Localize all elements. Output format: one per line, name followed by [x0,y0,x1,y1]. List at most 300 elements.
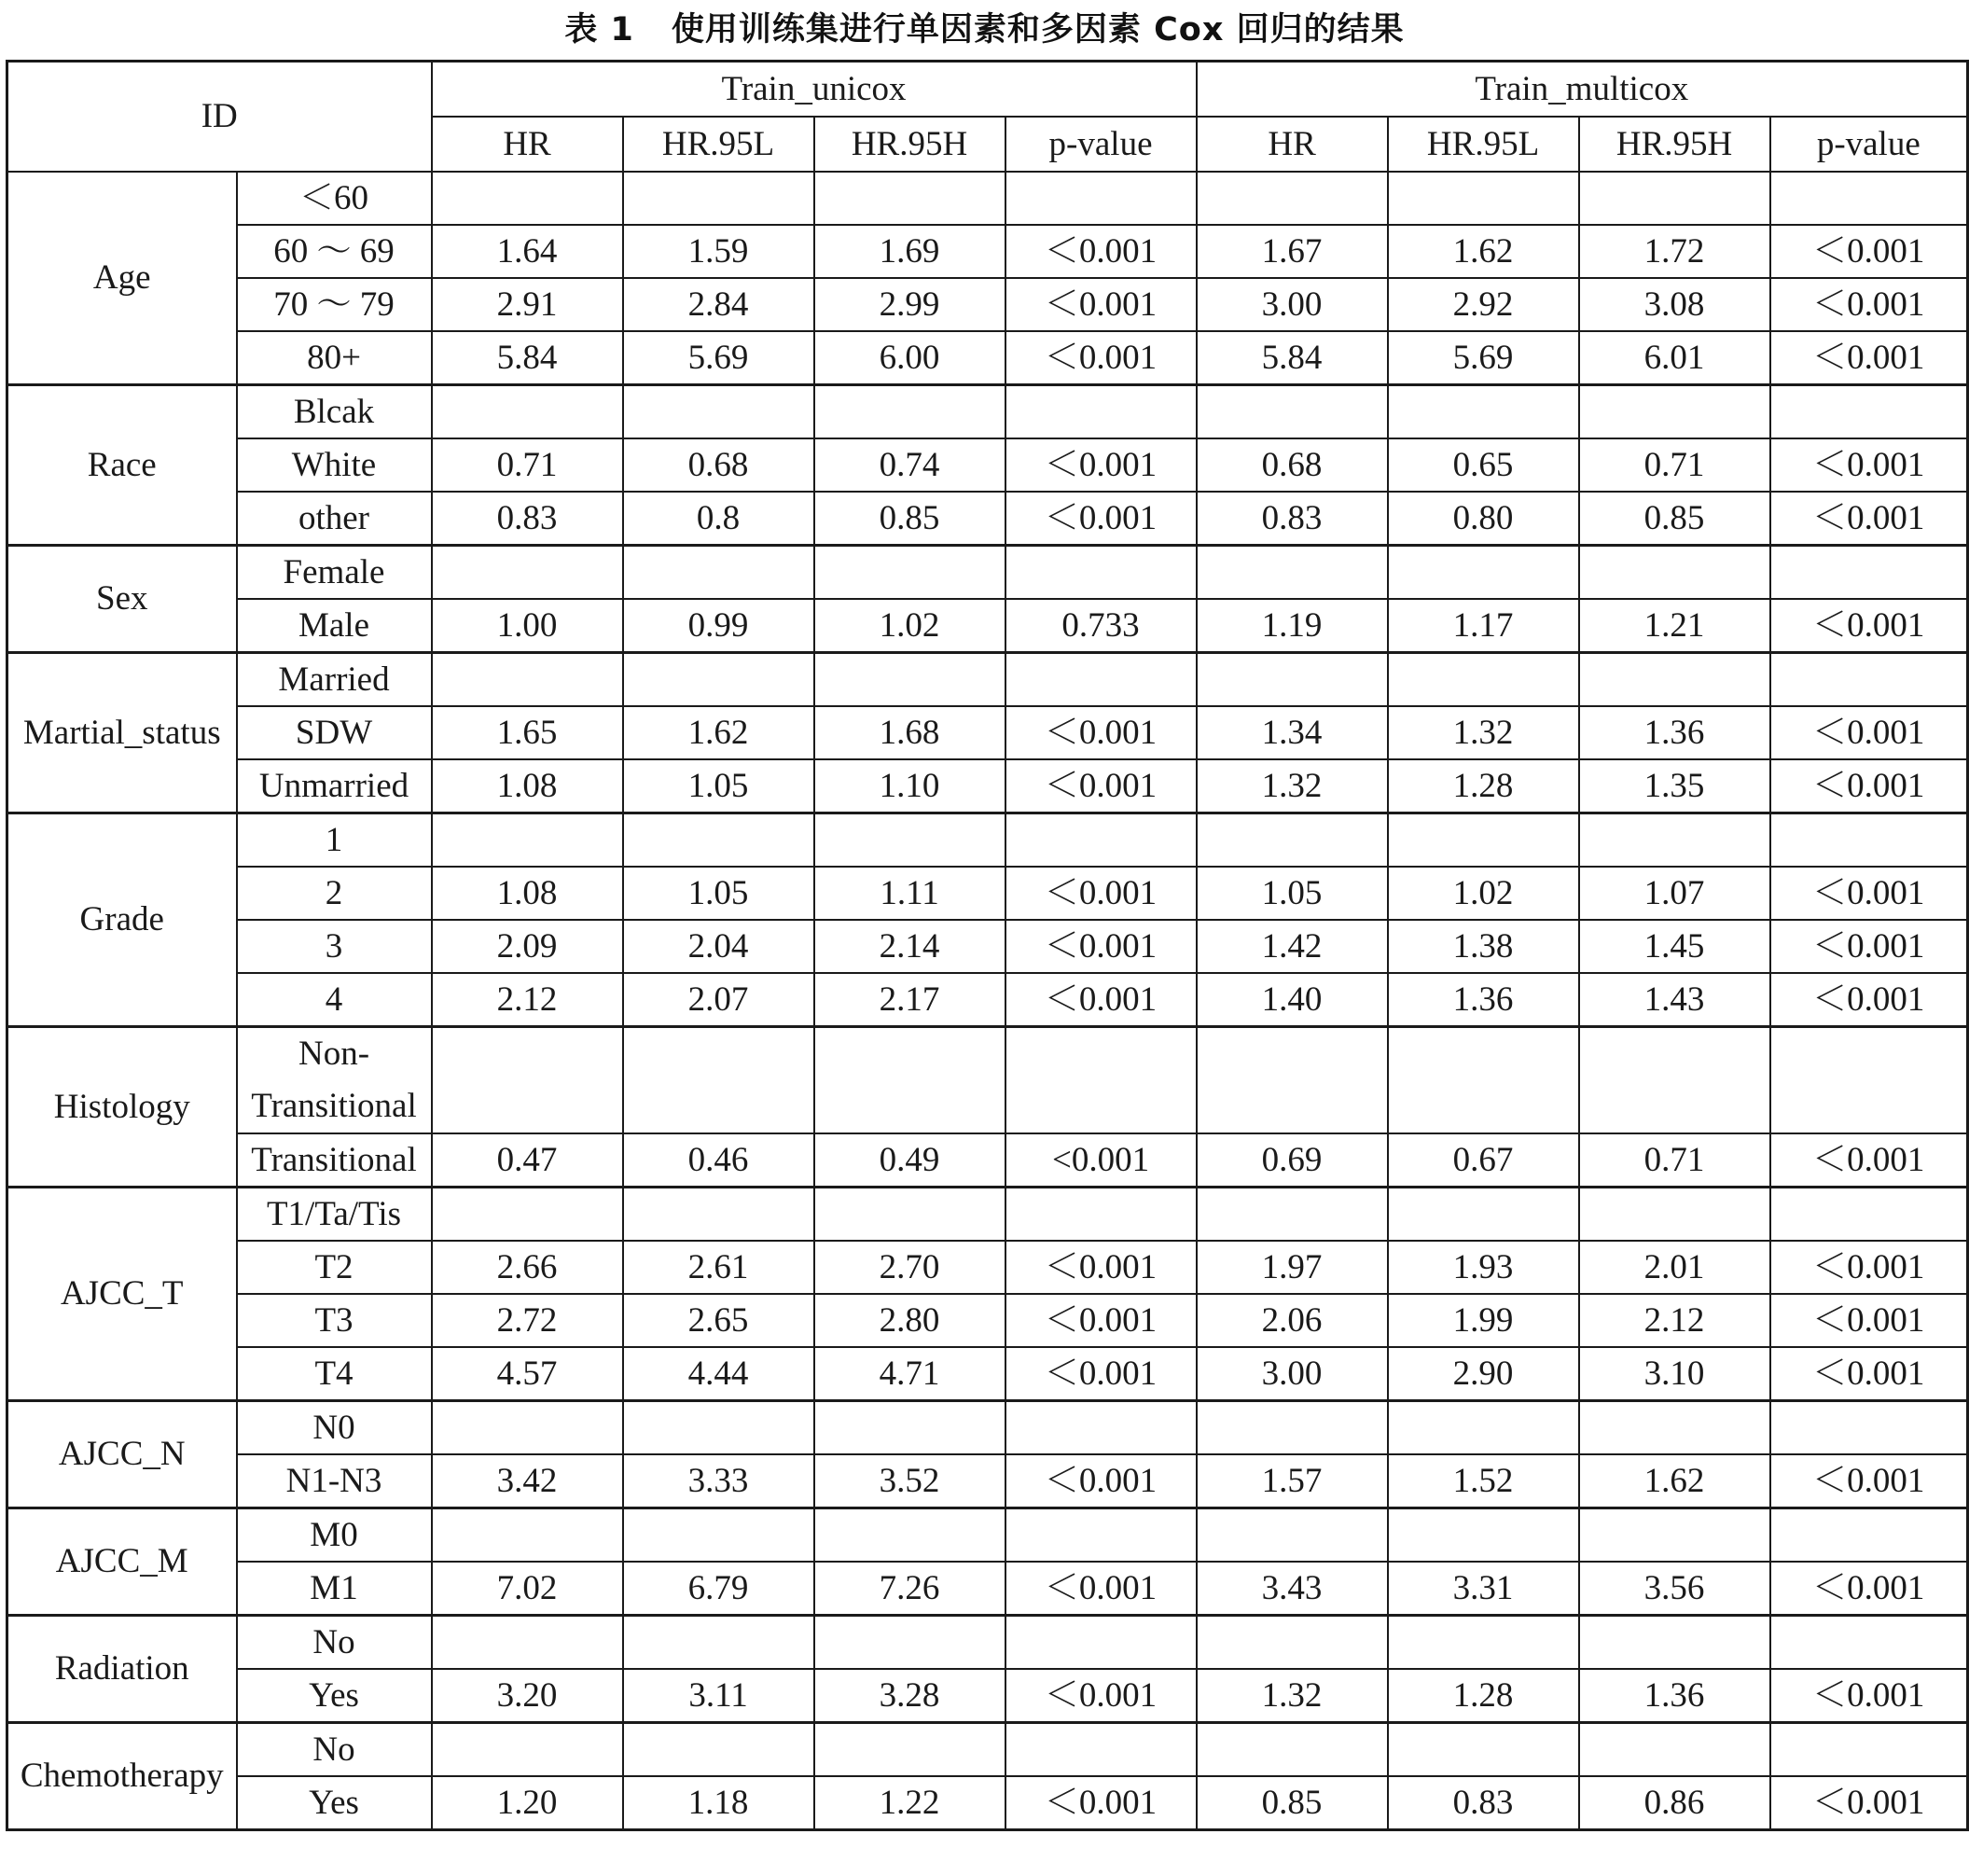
value-cell [1388,1401,1579,1455]
level-cell: Non-Transitional [237,1027,432,1134]
table-row [7,1401,1968,1455]
value-cell: 1.21 [1579,599,1770,653]
value-cell [814,385,1005,439]
value-cell [1770,1188,1968,1242]
value-cell [623,172,814,225]
table-row [7,225,1968,278]
value-cell [1388,1027,1579,1134]
value-cell: 1.34 [1197,706,1388,759]
value-cell [1197,1401,1388,1455]
table-row [7,1508,1968,1563]
level-cell: N1-N3 [237,1454,432,1508]
value-cell [1579,813,1770,868]
level-cell: 60 ～ 69 [237,225,432,278]
unicox-group-header: Train_unicox [432,62,1197,118]
value-cell: ＜0.001 [1770,331,1968,385]
value-cell: 5.84 [1197,331,1388,385]
value-cell: 3.08 [1579,278,1770,331]
value-cell: 5.84 [432,331,623,385]
table-row [7,1454,1968,1508]
value-cell: 1.36 [1579,1669,1770,1723]
value-cell [1197,1188,1388,1242]
table-row [7,1776,1968,1830]
value-cell [814,813,1005,868]
variable-name-cell: AJCC_M [7,1508,237,1616]
value-cell [1005,1188,1197,1242]
value-cell: 0.85 [1197,1776,1388,1830]
value-cell: 0.85 [814,492,1005,546]
value-cell: 2.12 [1579,1294,1770,1347]
value-cell [432,813,623,868]
table-row [7,1347,1968,1401]
value-cell: 1.72 [1579,225,1770,278]
table-row [7,492,1968,546]
multicox-group-header: Train_multicox [1197,62,1968,118]
value-cell: 1.08 [432,759,623,813]
value-cell [1579,653,1770,707]
variable-name-cell: Sex [7,546,237,653]
variable-name-cell: Radiation [7,1616,237,1723]
value-cell: ＜0.001 [1005,1562,1197,1616]
table-caption [0,7,1969,52]
variable-name-cell: AJCC_T [7,1188,237,1401]
value-cell: 3.00 [1197,278,1388,331]
value-cell: ＜0.001 [1770,599,1968,653]
value-cell [814,1508,1005,1563]
value-cell [432,546,623,600]
value-cell: 1.02 [1388,867,1579,920]
value-cell: 1.07 [1579,867,1770,920]
value-cell: ＜0.001 [1770,920,1968,973]
value-cell [814,1616,1005,1670]
value-cell: 0.65 [1388,438,1579,492]
variable-name-cell: Race [7,385,237,546]
value-cell [1579,1027,1770,1134]
value-cell: 1.11 [814,867,1005,920]
value-cell: 0.80 [1388,492,1579,546]
value-cell: 1.05 [623,759,814,813]
value-cell: 1.28 [1388,759,1579,813]
table-row [7,653,1968,707]
value-cell: 1.28 [1388,1669,1579,1723]
value-cell: 0.49 [814,1133,1005,1188]
value-cell [623,1508,814,1563]
value-cell: 1.32 [1197,1669,1388,1723]
value-cell: 1.52 [1388,1454,1579,1508]
value-cell: ＜0.001 [1770,1133,1968,1188]
value-cell: ＜0.001 [1770,1562,1968,1616]
value-cell: 3.00 [1197,1347,1388,1401]
column-header: HR.95L [1388,117,1579,172]
value-cell: 6.00 [814,331,1005,385]
value-cell [814,1027,1005,1134]
value-cell [1197,1508,1388,1563]
value-cell: 3.31 [1388,1562,1579,1616]
table-row [7,813,1968,868]
id-header: ID [7,62,432,173]
value-cell [1770,1401,1968,1455]
value-cell: 1.02 [814,599,1005,653]
value-cell: 0.733 [1005,599,1197,653]
level-cell: T3 [237,1294,432,1347]
value-cell [1388,1508,1579,1563]
value-cell [814,172,1005,225]
value-cell [1770,653,1968,707]
column-header: HR [1197,117,1388,172]
level-cell: Blcak [237,385,432,439]
value-cell: 1.35 [1579,759,1770,813]
value-cell: ＜0.001 [1770,1347,1968,1401]
value-cell: ＜0.001 [1005,1669,1197,1723]
table-row [7,1241,1968,1294]
value-cell [623,653,814,707]
value-cell: ＜0.001 [1770,759,1968,813]
level-cell: 4 [237,973,432,1027]
value-cell [1579,385,1770,439]
value-cell: ＜0.001 [1770,225,1968,278]
value-cell: 2.90 [1388,1347,1579,1401]
table-row [7,599,1968,653]
value-cell: 0.47 [432,1133,623,1188]
table-row [7,867,1968,920]
table-row [7,1723,1968,1777]
value-cell [1579,1401,1770,1455]
value-cell [1005,1401,1197,1455]
value-cell: ＜0.001 [1005,1776,1197,1830]
value-cell [1388,385,1579,439]
table-row [7,438,1968,492]
value-cell: 1.10 [814,759,1005,813]
value-cell: 0.71 [1579,438,1770,492]
level-cell: SDW [237,706,432,759]
value-cell: 1.59 [623,225,814,278]
value-cell [1005,653,1197,707]
level-cell: No [237,1616,432,1670]
level-cell: other [237,492,432,546]
level-cell: White [237,438,432,492]
value-cell: 0.83 [1388,1776,1579,1830]
level-cell: T2 [237,1241,432,1294]
value-cell: 2.92 [1388,278,1579,331]
value-cell: 7.26 [814,1562,1005,1616]
variable-name-cell: AJCC_N [7,1401,237,1508]
variable-name-cell: Chemotherapy [7,1723,237,1830]
value-cell: 0.69 [1197,1133,1388,1188]
value-cell: 3.10 [1579,1347,1770,1401]
value-cell: 3.33 [623,1454,814,1508]
value-cell [814,1723,1005,1777]
value-cell [1388,1616,1579,1670]
value-cell: 1.32 [1388,706,1579,759]
table-row [7,1188,1968,1242]
value-cell: 2.06 [1197,1294,1388,1347]
value-cell: 2.65 [623,1294,814,1347]
value-cell [1770,1616,1968,1670]
value-cell: 1.05 [1197,867,1388,920]
value-cell: 1.97 [1197,1241,1388,1294]
value-cell [1005,1723,1197,1777]
table-number: 表 1 [564,11,634,49]
table-row [7,278,1968,331]
value-cell [1197,172,1388,225]
value-cell [432,385,623,439]
level-cell: 3 [237,920,432,973]
table-row [7,331,1968,385]
value-cell [1770,1027,1968,1134]
value-cell [623,1723,814,1777]
value-cell: 3.56 [1579,1562,1770,1616]
value-cell: 2.09 [432,920,623,973]
value-cell: 1.42 [1197,920,1388,973]
value-cell: 4.44 [623,1347,814,1401]
value-cell [1388,172,1579,225]
value-cell: 1.65 [432,706,623,759]
level-cell: Transitional [237,1133,432,1188]
value-cell: 7.02 [432,1562,623,1616]
value-cell: 1.99 [1388,1294,1579,1347]
value-cell: ＜0.001 [1770,492,1968,546]
value-cell: ＜0.001 [1770,1294,1968,1347]
value-cell [623,546,814,600]
column-header: p-value [1005,117,1197,172]
value-cell: 3.28 [814,1669,1005,1723]
value-cell [1388,546,1579,600]
table-row [7,1562,1968,1616]
value-cell: 1.43 [1579,973,1770,1027]
value-cell: ＜0.001 [1770,1454,1968,1508]
value-cell: 1.38 [1388,920,1579,973]
value-cell: 2.91 [432,278,623,331]
value-cell: ＜0.001 [1005,492,1197,546]
value-cell [1579,546,1770,600]
value-cell [814,546,1005,600]
value-cell: 5.69 [623,331,814,385]
value-cell: ＜0.001 [1005,438,1197,492]
value-cell: 4.57 [432,1347,623,1401]
table-row [7,759,1968,813]
value-cell: 1.40 [1197,973,1388,1027]
table-body [7,172,1968,1830]
value-cell: ＜0.001 [1005,867,1197,920]
level-cell: Yes [237,1776,432,1830]
value-cell: 1.93 [1388,1241,1579,1294]
table-row [7,706,1968,759]
value-cell [623,1188,814,1242]
variable-name-cell: Age [7,172,237,385]
value-cell: 0.83 [432,492,623,546]
value-cell: 0.67 [1388,1133,1579,1188]
value-cell: 1.62 [623,706,814,759]
value-cell [1388,1188,1579,1242]
value-cell: 3.52 [814,1454,1005,1508]
value-cell: 1.18 [623,1776,814,1830]
level-cell: Unmarried [237,759,432,813]
value-cell: 3.11 [623,1669,814,1723]
value-cell: 0.74 [814,438,1005,492]
table-row [7,1616,1968,1670]
value-cell: ＜0.001 [1005,1294,1197,1347]
value-cell: 1.08 [432,867,623,920]
value-cell: <0.001 [1005,1133,1197,1188]
value-cell: ＜0.001 [1770,278,1968,331]
column-header: HR.95H [1579,117,1770,172]
level-cell: ＜60 [237,172,432,225]
level-cell: M1 [237,1562,432,1616]
value-cell: ＜0.001 [1005,706,1197,759]
value-cell [1579,1616,1770,1670]
value-cell: 1.36 [1388,973,1579,1027]
variable-name-cell: Grade [7,813,237,1027]
value-cell [1579,1508,1770,1563]
value-cell [623,1027,814,1134]
value-cell: 1.62 [1388,225,1579,278]
column-header: HR [432,117,623,172]
value-cell: ＜0.001 [1770,1776,1968,1830]
value-cell: 1.05 [623,867,814,920]
value-cell: 4.71 [814,1347,1005,1401]
value-cell: 0.85 [1579,492,1770,546]
value-cell [1579,1723,1770,1777]
value-cell [1579,1188,1770,1242]
variable-name-cell: Histology [7,1027,237,1188]
variable-name-cell: Martial_status [7,653,237,813]
value-cell: 1.69 [814,225,1005,278]
value-cell: 0.71 [432,438,623,492]
value-cell: ＜0.001 [1005,1454,1197,1508]
value-cell [1197,1027,1388,1134]
value-cell [623,813,814,868]
value-cell [432,1188,623,1242]
value-cell [814,653,1005,707]
table-row [7,1669,1968,1723]
value-cell [1770,1723,1968,1777]
value-cell: 0.68 [1197,438,1388,492]
value-cell: 1.57 [1197,1454,1388,1508]
value-cell: 0.46 [623,1133,814,1188]
value-cell: 1.32 [1197,759,1388,813]
value-cell: 1.62 [1579,1454,1770,1508]
value-cell [1005,1027,1197,1134]
value-cell: 2.17 [814,973,1005,1027]
level-cell: T1/Ta/Tis [237,1188,432,1242]
table-row [7,1294,1968,1347]
value-cell: ＜0.001 [1005,1241,1197,1294]
value-cell: 2.01 [1579,1241,1770,1294]
value-cell: 1.19 [1197,599,1388,653]
table-row [7,1027,1968,1134]
value-cell [432,1401,623,1455]
level-cell: 80+ [237,331,432,385]
value-cell: 5.69 [1388,331,1579,385]
value-cell: 1.68 [814,706,1005,759]
value-cell [1770,546,1968,600]
value-cell: ＜0.001 [1770,1669,1968,1723]
value-cell [1005,546,1197,600]
value-cell: 2.61 [623,1241,814,1294]
value-cell: ＜0.001 [1005,1347,1197,1401]
value-cell: ＜0.001 [1005,225,1197,278]
table-row [7,973,1968,1027]
level-cell: 70 ～ 79 [237,278,432,331]
value-cell [1197,1723,1388,1777]
table-row [7,172,1968,225]
level-cell: 1 [237,813,432,868]
value-cell: 1.20 [432,1776,623,1830]
value-cell [432,1616,623,1670]
value-cell [623,385,814,439]
value-cell: 6.79 [623,1562,814,1616]
value-cell [1770,385,1968,439]
level-cell: 2 [237,867,432,920]
level-cell: Female [237,546,432,600]
value-cell: ＜0.001 [1770,973,1968,1027]
value-cell: ＜0.001 [1005,759,1197,813]
value-cell [432,1508,623,1563]
value-cell: 2.14 [814,920,1005,973]
value-cell: 6.01 [1579,331,1770,385]
table-header [7,62,1968,173]
value-cell: 2.70 [814,1241,1005,1294]
value-cell [1388,653,1579,707]
value-cell: 1.45 [1579,920,1770,973]
column-header: p-value [1770,117,1968,172]
value-cell: 1.64 [432,225,623,278]
value-cell [1005,172,1197,225]
table-row [7,1133,1968,1188]
value-cell: 3.42 [432,1454,623,1508]
column-header: HR.95H [814,117,1005,172]
value-cell [1005,1508,1197,1563]
value-cell [1388,1723,1579,1777]
table-row [7,385,1968,439]
level-cell: No [237,1723,432,1777]
value-cell [432,653,623,707]
value-cell: 0.71 [1579,1133,1770,1188]
value-cell [1005,385,1197,439]
value-cell [623,1616,814,1670]
value-cell: 2.80 [814,1294,1005,1347]
value-cell: 2.99 [814,278,1005,331]
value-cell [623,1401,814,1455]
value-cell: 2.12 [432,973,623,1027]
value-cell [432,1723,623,1777]
value-cell [1770,172,1968,225]
level-cell: T4 [237,1347,432,1401]
value-cell [1197,1616,1388,1670]
value-cell [1005,1616,1197,1670]
value-cell: 2.04 [623,920,814,973]
table-row [7,920,1968,973]
value-cell: 1.17 [1388,599,1579,653]
value-cell: 1.00 [432,599,623,653]
level-cell: Married [237,653,432,707]
value-cell: 0.8 [623,492,814,546]
value-cell: 2.66 [432,1241,623,1294]
value-cell [1197,813,1388,868]
value-cell: 2.07 [623,973,814,1027]
value-cell [1770,1508,1968,1563]
value-cell: ＜0.001 [1770,706,1968,759]
level-cell: M0 [237,1508,432,1563]
value-cell [814,1401,1005,1455]
value-cell: ＜0.001 [1770,1241,1968,1294]
value-cell: 1.22 [814,1776,1005,1830]
level-cell: Yes [237,1669,432,1723]
value-cell [1005,813,1197,868]
value-cell [1197,653,1388,707]
value-cell: 0.99 [623,599,814,653]
value-cell: 1.67 [1197,225,1388,278]
